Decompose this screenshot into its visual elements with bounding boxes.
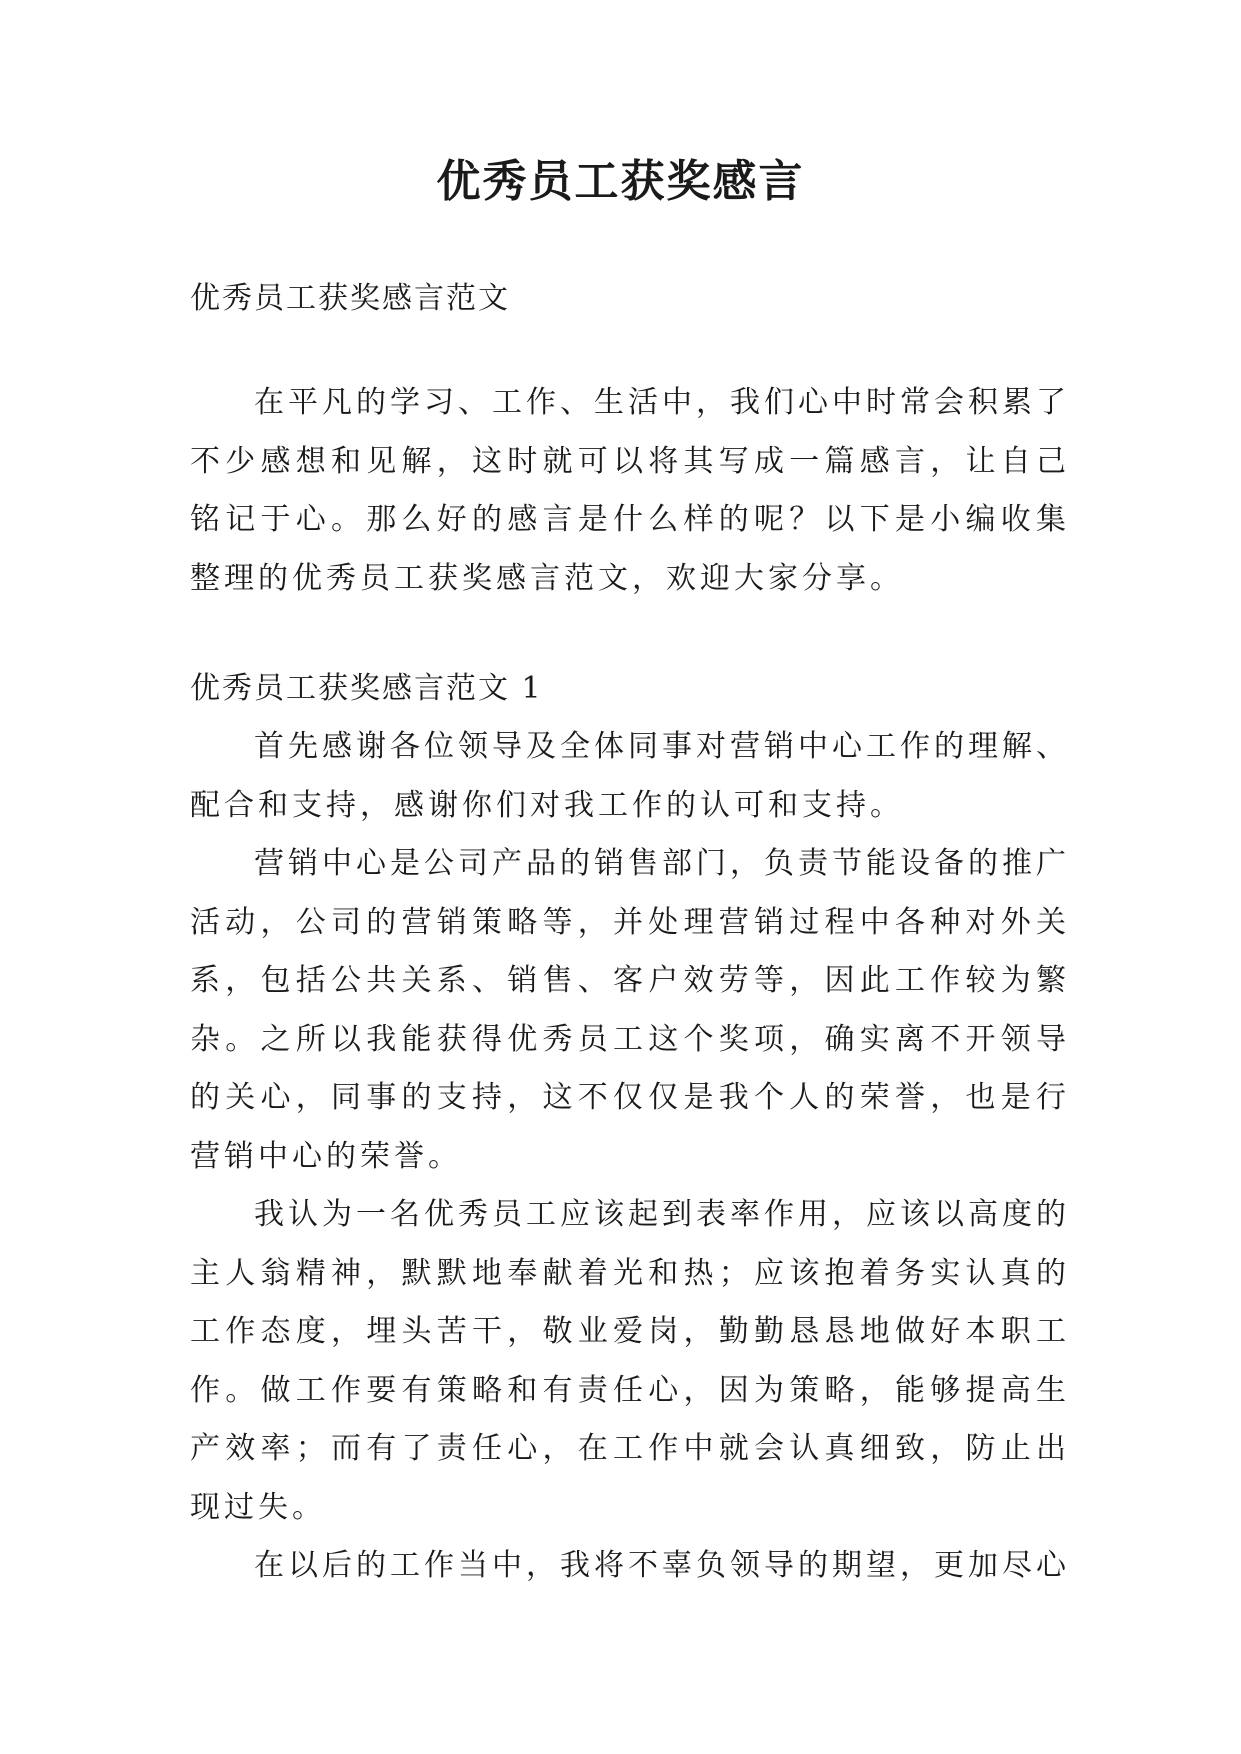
body-paragraph: 在以后的工作当中，我将不辜负领导的期望，更加尽心 — [254, 1548, 1070, 1583]
spacer — [190, 608, 1070, 660]
document-body — [190, 270, 1070, 1596]
section-heading: 优秀员工获奖感言范文 1 — [190, 671, 543, 706]
spacer — [190, 328, 1070, 374]
body-paragraph: 首先感谢各位领导及全体同事对营销中心工作的理解、配合和支持，感谢你们对我工作的认可和支持。 — [190, 729, 1070, 823]
document-subtitle: 优秀员工获奖感言范文 — [190, 281, 510, 316]
body-paragraph: 营销中心是公司产品的销售部门，负责节能设备的推广活动，公司的营销策略等，并处理营销过程中各种对外关系，包括公共关系、销售、客户效劳等，因此工作较为繁杂。之所以我能获得优秀员工这个奖项，确实离不开领导的关心，同事的支持，这不仅仅是我个人的荣誉，也是行营销中心的荣誉。 — [190, 846, 1070, 1174]
intro-paragraph: 在平凡的学习、工作、生活中，我们心中时常会积累了不少感想和见解，这时就可以将其写成一篇感言，让自己铭记于心。那么好的感言是什么样的呢？以下是小编收集整理的优秀员工获奖感言范文，欢迎大家分享。 — [190, 385, 1070, 596]
document-title: 优秀员工获奖感言 — [436, 156, 805, 207]
body-paragraph: 我认为一名优秀员工应该起到表率作用，应该以高度的主人翁精神，默默地奉献着光和热；应该抱着务实认真的工作态度，埋头苦干，敬业爱岗，勤勤恳恳地做好本职工作。做工作要有策略和有责任心，因为策略，能够提高生产效率；而有了责任心，在工作中就会认真细致，防止出现过失。 — [190, 1197, 1070, 1525]
